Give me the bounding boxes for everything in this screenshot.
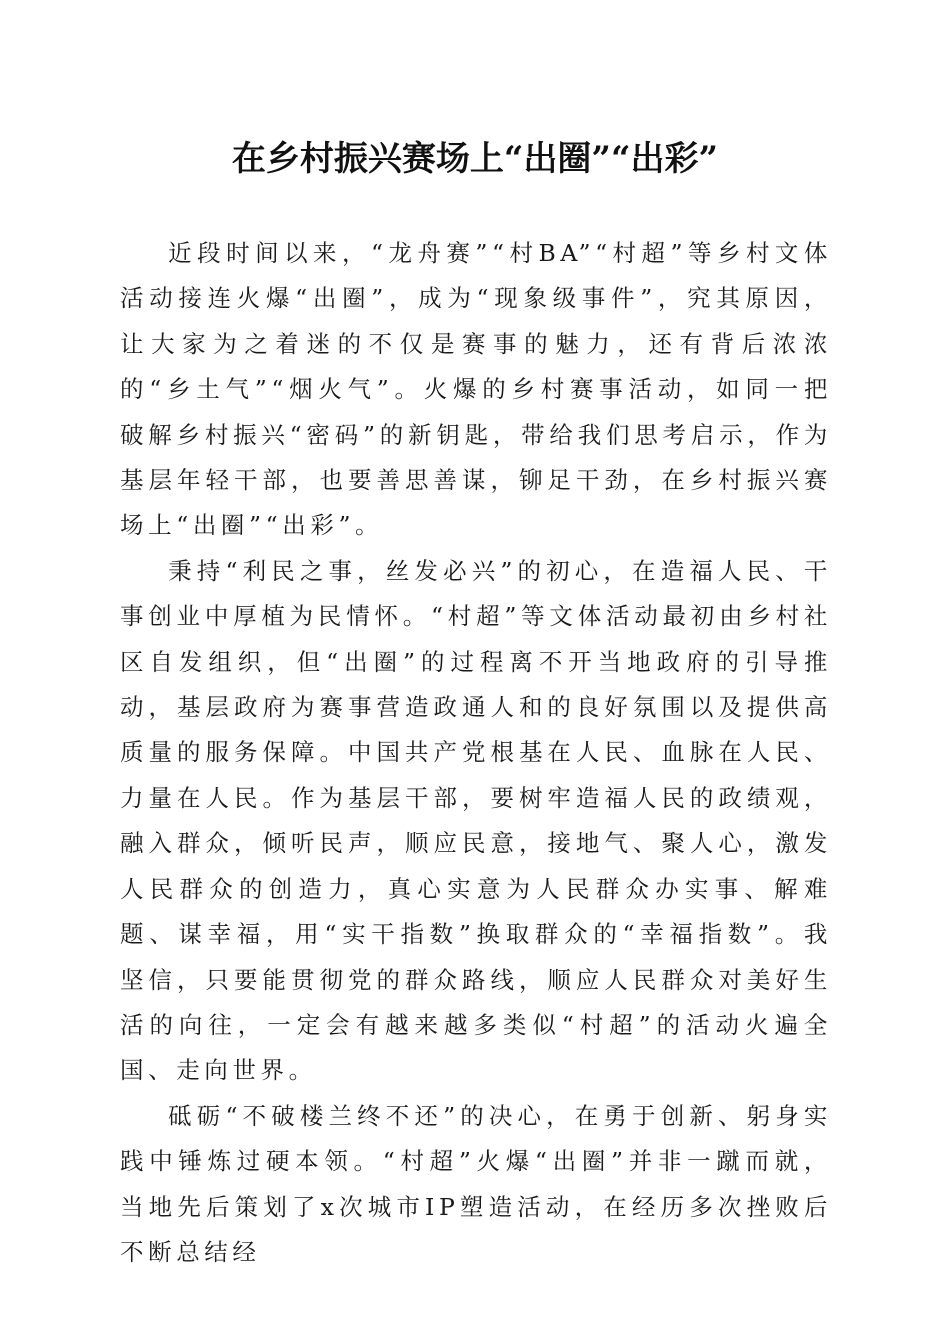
paragraph-people: 秉持“利民之事，丝发必兴”的初心，在造福人民、干事创业中厚植为民情怀。“村超”等文体活动最初由乡村社区自发组织，但“出圈”的过程离不开当地政府的引导推动，基层政府为赛事营造政通人和的良好氛围以及提供高质量的服务保障。中国共产党根基在人民、血脉在人民、力量在人民。作为基层干部，要树牢造福人民的政绩观，融入群众，倾听民声，顺应民意，接地气、聚人心，激发人民群众的创造力，真心实意为人民群众办实事、解难题、谋幸福，用“实干指数”换取群众的“幸福指数”。我坚信，只要能贯彻党的群众路线，顺应人民群众对美好生活的向往，一定会有越来越多类似“村超”的活动火遍全国、走向世界。 [120,556,832,1085]
paragraph-innovation: 砥砺“不破楼兰终不还”的决心，在勇于创新、躬身实践中锤炼过硬本领。“村超”火爆“出圈”并非一蹴而就，当地先后策划了x次城市IP塑造活动，在经历多次挫败后不断总结经 [120,1101,832,1266]
document-title: 在乡村振兴赛场上“出圈”“出彩” [231,139,719,179]
document-body [120,231,832,1275]
paragraph-intro: 近段时间以来，“龙舟赛”“村BA”“村超”等乡村文体活动接连火爆“出圈”，成为“现象级事件”，究其原因，让大家为之着迷的不仅是赛事的魅力，还有背后浓浓的“乡土气”“烟火气”。火爆的乡村赛事活动，如同一把破解乡村振兴“密码”的新钥匙，带给我们思考启示，作为基层年轻干部，也要善思善谋，铆足干劲，在乡村振兴赛场上“出圈”“出彩”。 [120,239,832,540]
